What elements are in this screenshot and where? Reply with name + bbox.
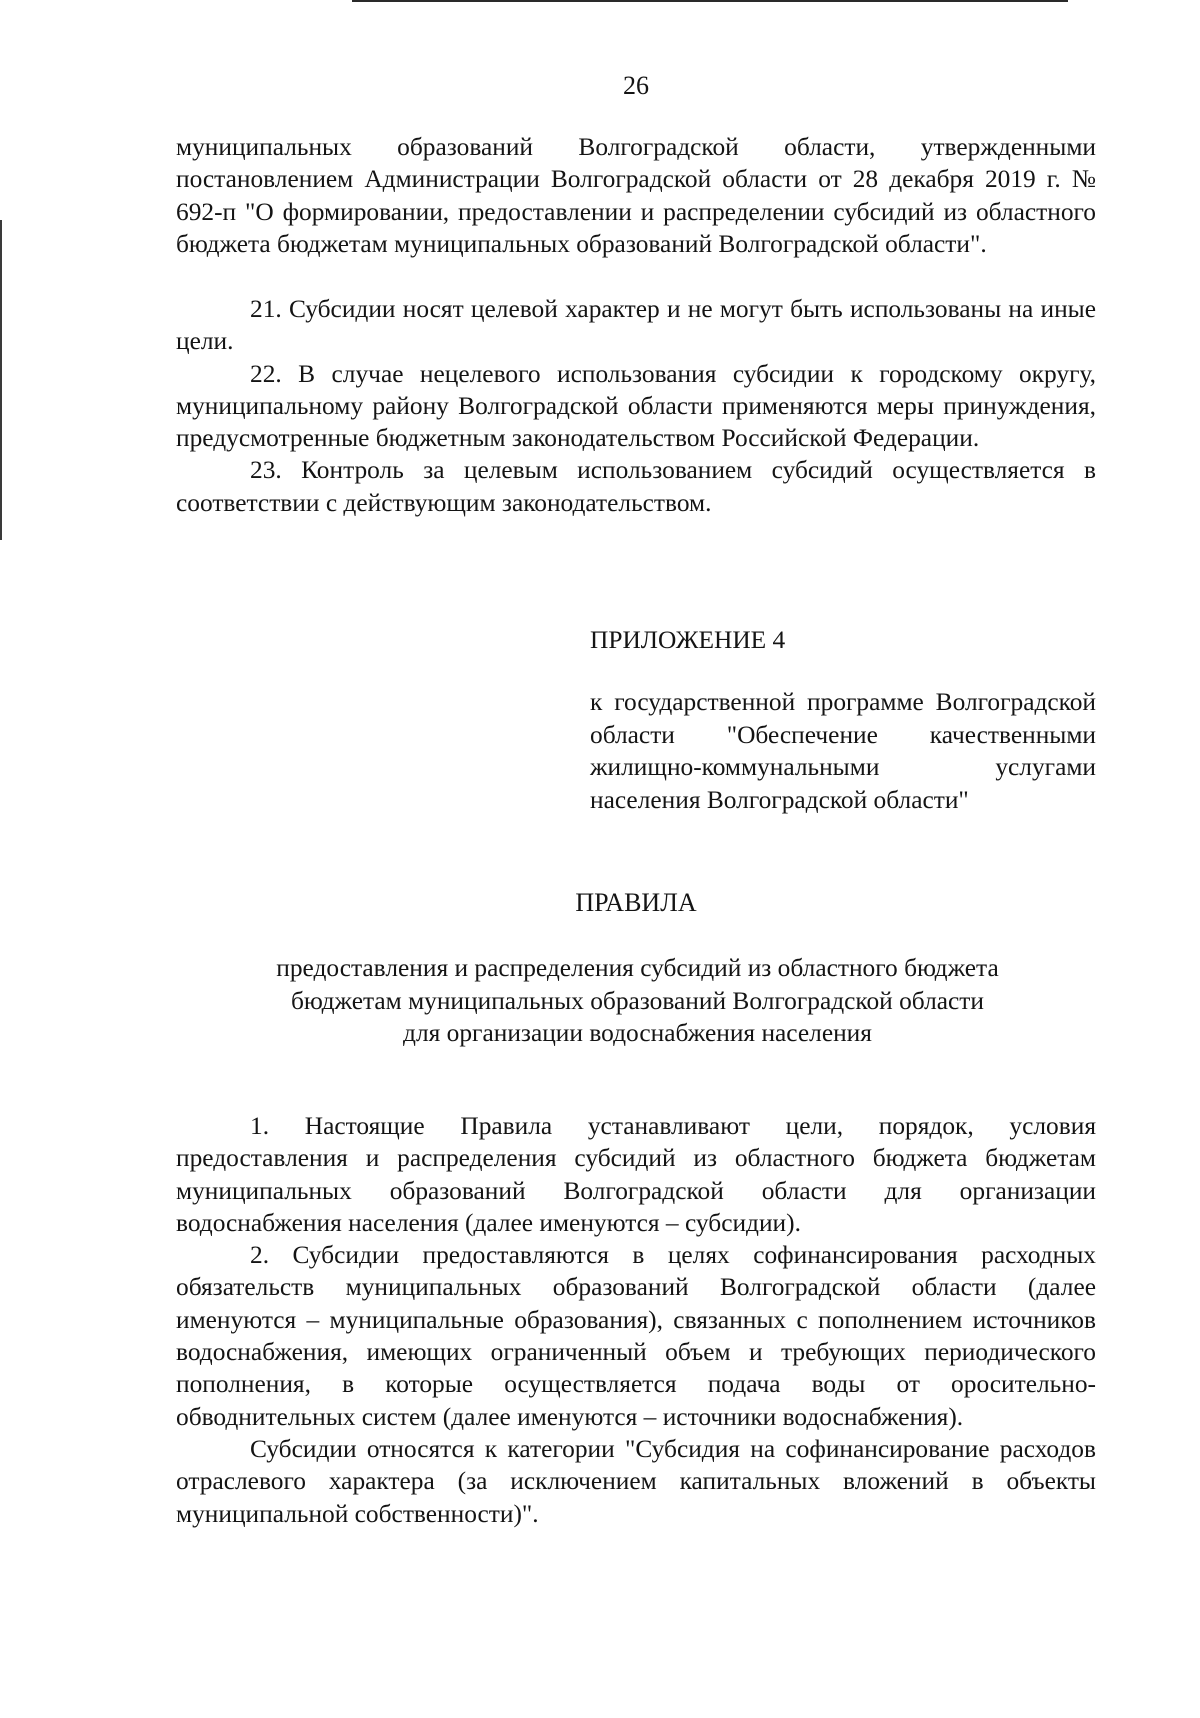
rules-subtitle-line: для организации водоснабжения населения	[403, 1019, 872, 1047]
appendix-description: к государственной программе Волгоградской области "Обеспечение качественными жилищно-коммунальными услугами населения Волгоградской области"	[590, 688, 1096, 814]
clause-21: 21. Субсидии носят целевой характер и не могут быть использованы на иные цели.	[176, 295, 1096, 356]
clauses-top-section	[176, 293, 1096, 519]
clauses-bottom-section	[176, 1110, 1096, 1530]
clause-22: 22. В случае нецелевого использования субсидии к городскому округу, муниципальному району Волгоградской области применяются меры принуждения, предусмотренные бюджетным законодательством Российской Федерации.	[176, 359, 1096, 453]
rules-subtitle	[160, 952, 1115, 1050]
clause-2-category: Субсидии относятся к категории "Субсидия на софинансирование расходов отраслевого характера (за исключением капитальных вложений в объекты муниципальной собственности)".	[176, 1434, 1096, 1528]
clause-1: 1. Настоящие Правила устанавливают цели, порядок, условия предоставления и распределения субсидий из областного бюджета бюджетам муниципальных образований Волгоградской области для организации водоснабжения населения (далее именуются – субсидии).	[176, 1112, 1096, 1237]
appendix-title: ПРИЛОЖЕНИЕ 4	[590, 626, 786, 654]
scan-top-rule	[352, 0, 1068, 2]
rules-subtitle-line: предоставления и распределения субсидий из областного бюджета	[276, 954, 999, 982]
continuation-paragraph: муниципальных образований Волгоградской области, утвержденными постановлением Администрации Волгоградской области от 28 декабря 2019 г. № 692-п "О формировании, предоставлении и распределении субсидий из областного бюджета бюджетам муниципальных образований Волгоградской области".	[176, 133, 1096, 258]
scan-left-edge	[0, 220, 2, 540]
rules-subtitle-line: бюджетам муниципальных образований Волгоградской области	[291, 986, 984, 1015]
page-number: 26	[623, 71, 649, 100]
rules-title: ПРАВИЛА	[575, 888, 697, 917]
continuation-section	[176, 131, 1096, 260]
clause-23: 23. Контроль за целевым использованием субсидий осуществляется в соответствии с действующим законодательством.	[176, 456, 1096, 517]
clause-2: 2. Субсидии предоставляются в целях софинансирования расходных обязательств муниципальных образований Волгоградской области (далее именуются – муниципальные образования), связанных с пополнением источников водоснабжения, имеющих ограниченный объем и требующих периодического пополнения, в которые осуществляется подача воды от оросительно-обводнительных систем (далее именуются – источники водоснабжения).	[176, 1241, 1096, 1431]
